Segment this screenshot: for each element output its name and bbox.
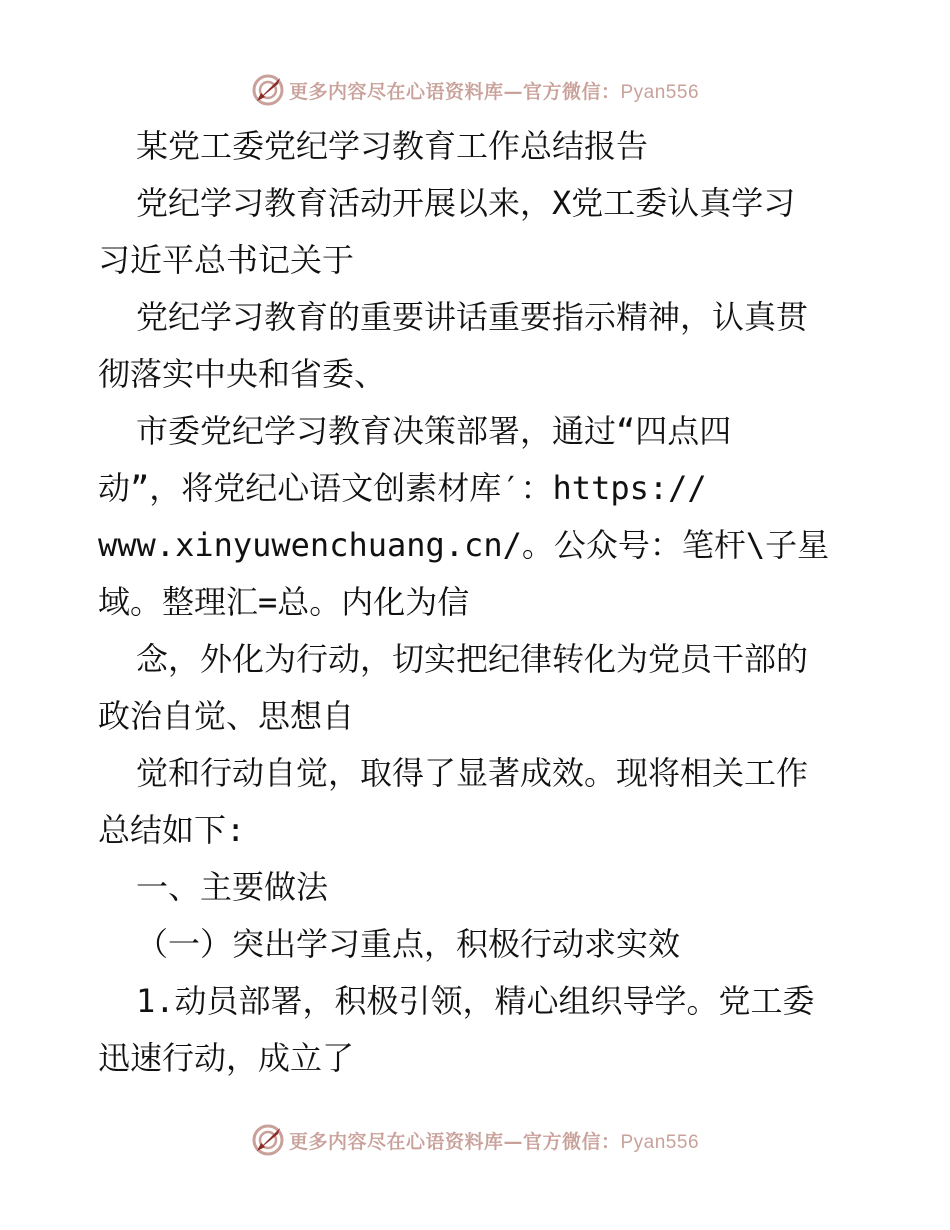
footer-watermark-banner [0,1118,950,1162]
document-line: 动”，将党纪心语文创素材库′：https:// [98,469,707,507]
document-line: 市委党纪学习教育决策部署，通过“四点四 [136,412,732,450]
document-line: 总结如下: [98,811,246,849]
document-body [98,118,858,1087]
banner-text-main: 更多内容尽在心语资料库—官方微信： [288,80,621,103]
document-line: 党纪学习教育活动开展以来，X党工委认真学习 [136,184,796,222]
document-line: 一、主要做法 [136,868,329,906]
document-line: 习近平总书记关于 [98,241,355,279]
document-line: 某党工委党纪学习教育工作总结报告 [136,127,649,165]
brand-logo-icon [251,1123,285,1157]
brand-logo-icon [251,73,285,107]
header-watermark-banner [0,68,950,112]
banner-wechat-id: Pyan556 [620,1131,700,1153]
document-line: 党纪学习教育的重要讲话重要指示精神，认真贯 [136,298,809,336]
document-line: 域。整理汇=总。内化为信 [98,583,470,621]
banner-text [289,1127,699,1154]
document-line: www.xinyuwenchuang.cn/。公众号：笔杆\子星 [98,526,830,564]
document-line: 彻落实中央和省委、 [98,355,387,393]
banner-text [289,77,699,104]
document-line: 1.动员部署，积极引领，精心组织导学。党工委 [136,982,815,1020]
document-line: （一）突出学习重点，积极行动求实效 [136,925,681,963]
document-line: 觉和行动自觉，取得了显著成效。现将相关工作 [136,754,809,792]
banner-wechat-id: Pyan556 [620,81,700,103]
document-line: 迅速行动，成立了 [98,1039,355,1077]
document-line: 念，外化为行动，切实把纪律转化为党员干部的 [136,640,809,678]
banner-text-main: 更多内容尽在心语资料库—官方微信： [288,1130,621,1153]
document-line: 政治自觉、思想自 [98,697,355,735]
